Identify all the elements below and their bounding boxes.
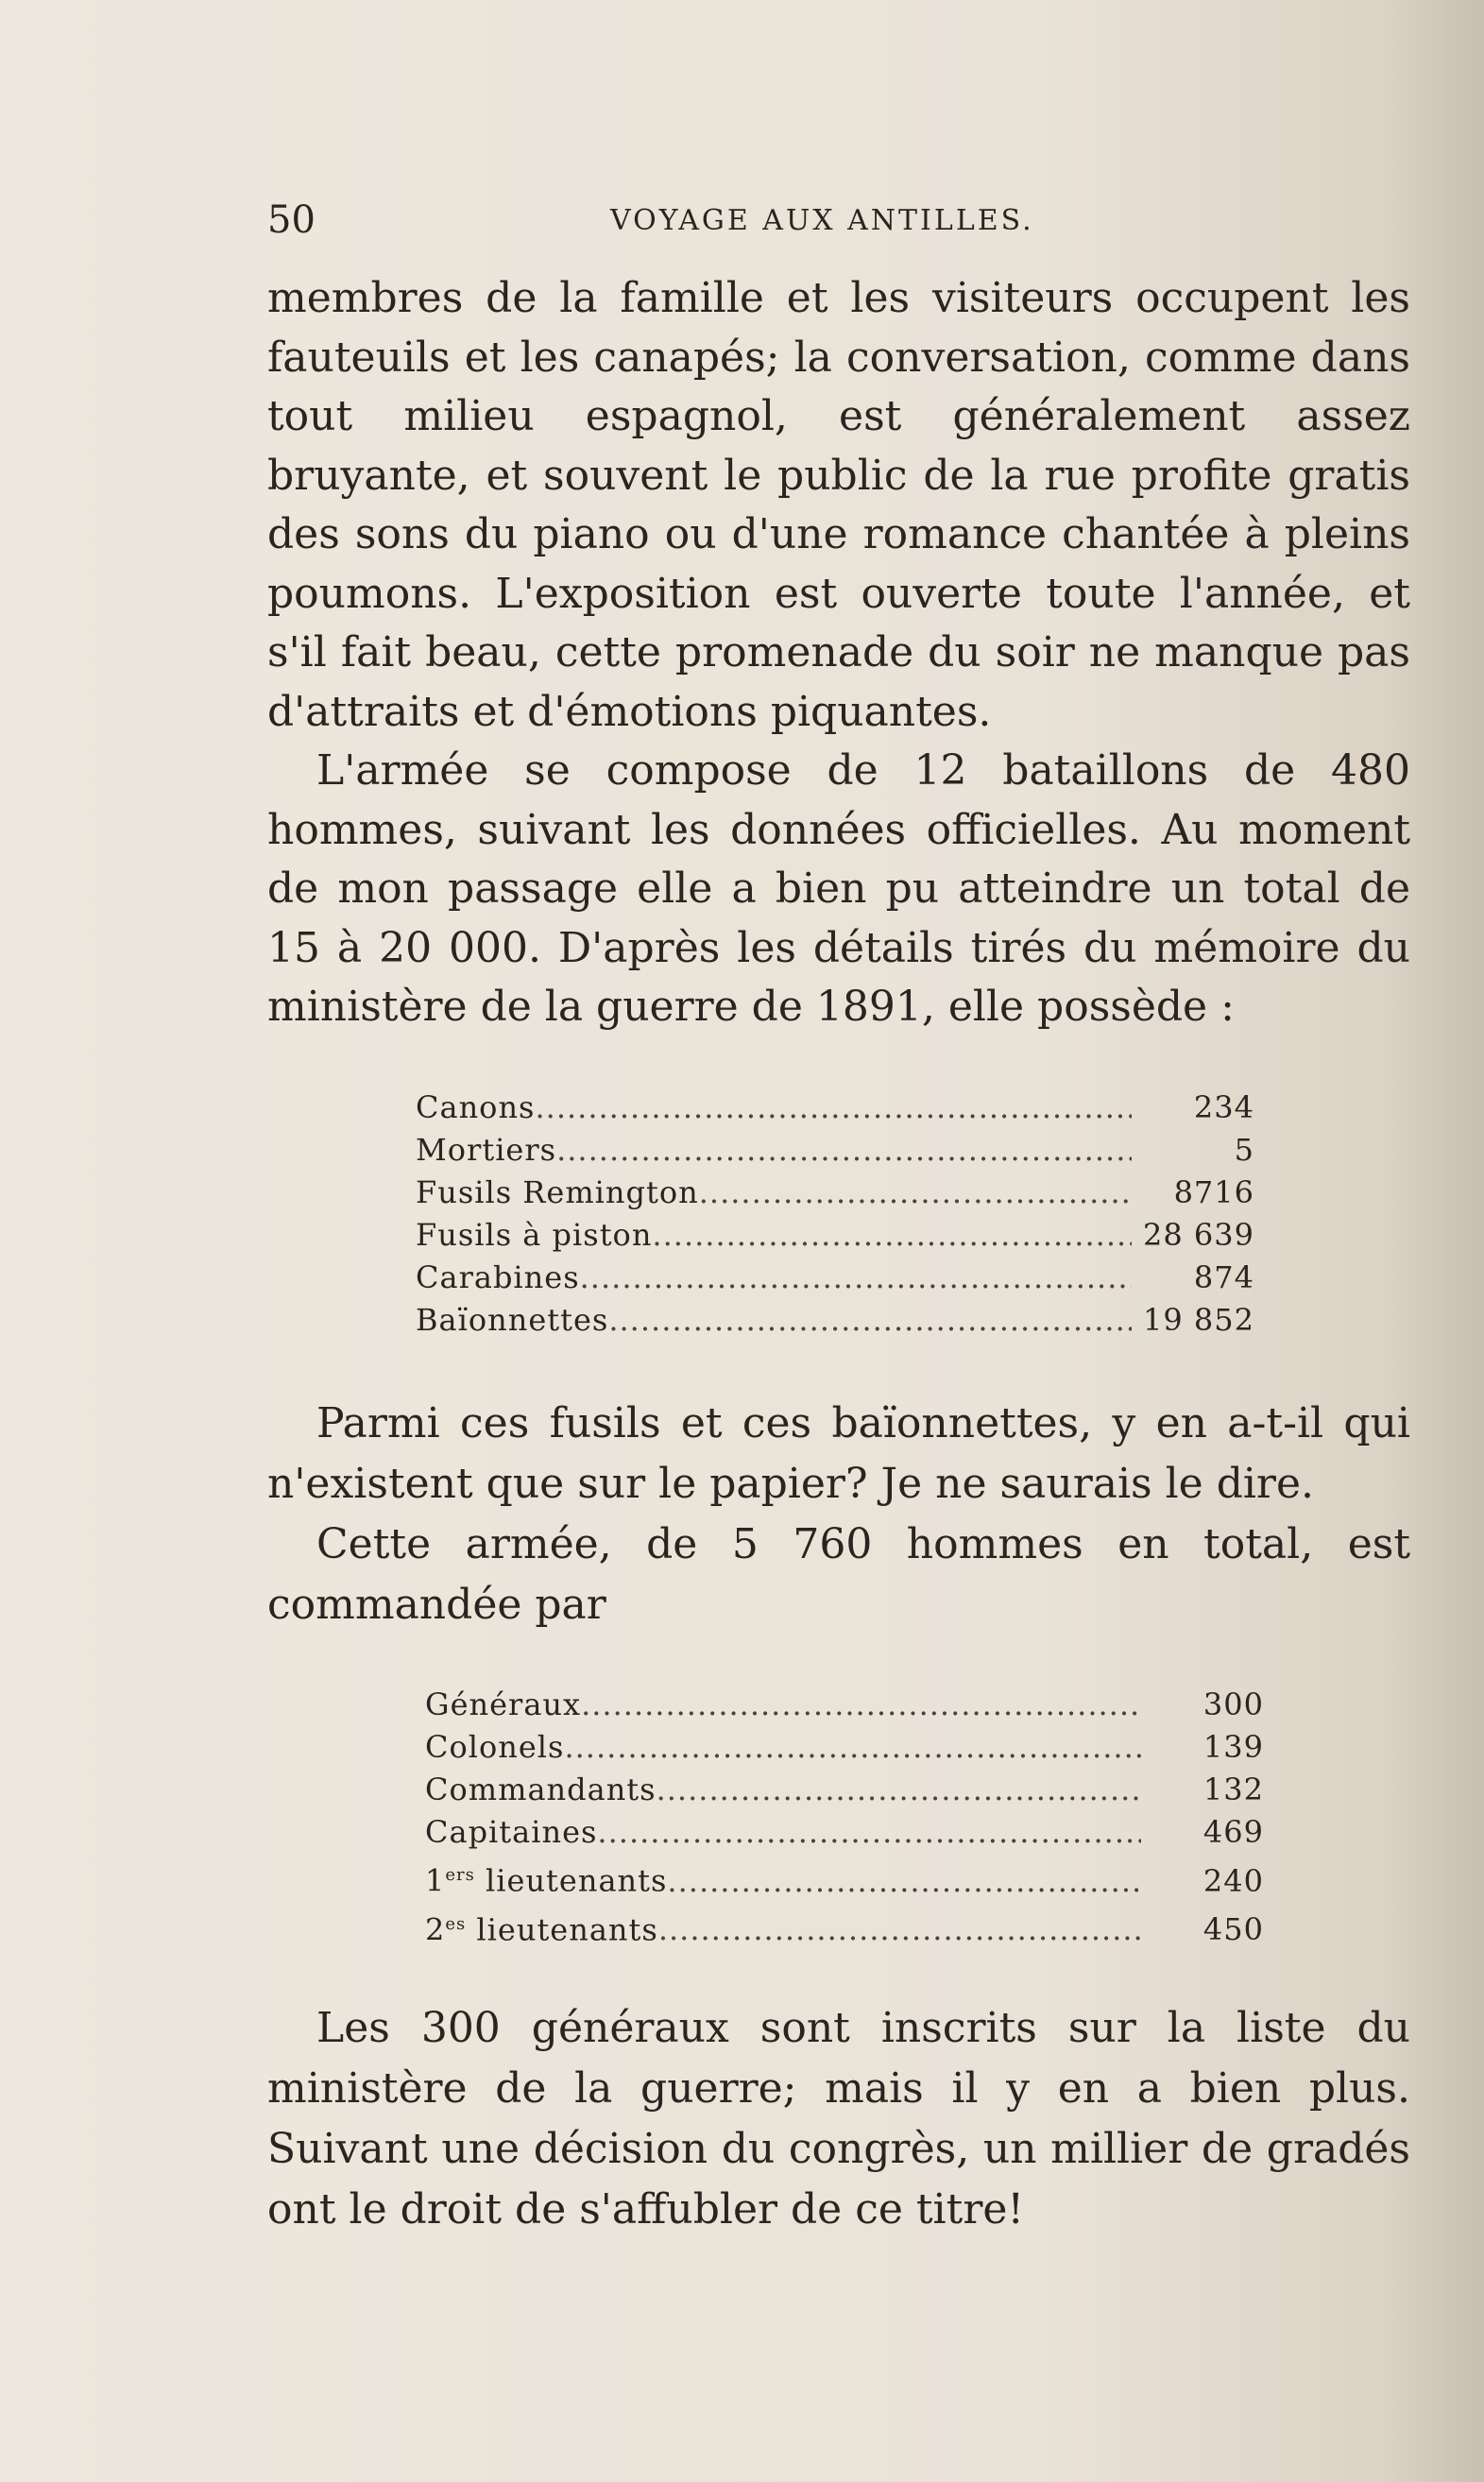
dot-leader: [658, 1909, 1141, 1951]
dot-leader: [556, 1129, 1132, 1172]
table-row-label: Canons: [416, 1089, 536, 1125]
table-row: [425, 1854, 1264, 1903]
paragraph-generaux: Les 300 généraux sont inscrits sur la liste du ministère de la guerre; mais il y en a bien plus. Suivant une décision du congrès, un millier de gradés ont le droit de s'affubler de ce titre!: [267, 2004, 1410, 2234]
paragraph-commandee: Cette armée, de 5 760 hommes en total, est commandée par: [267, 1520, 1410, 1629]
table-row-label: Carabines: [416, 1259, 580, 1295]
paragraph-fusils: Parmi ces fusils et ces baïonnettes, y en a-t-il qui n'existent que sur le papier? Je ne saurais le dire.: [267, 1399, 1410, 1508]
table-row-label: Mortiers: [416, 1132, 557, 1168]
table-row-value: 469: [1203, 1814, 1264, 1850]
table-row: [425, 1726, 1264, 1769]
paragraph-army: L'armée se compose de 12 bataillons de 480 hommes, suivant les données officielles. Au moment de mon passage elle a bien pu atteindre un total de 15 à 20 000. D'après les détails tirés du mémoire du ministère de la guerre de 1891, elle possède :: [267, 746, 1410, 1031]
paragraph-exposition: membres de la famille et les visiteurs occupent les fauteuils et les canapés; la conversation, comme dans tout milieu espagnol, est généralement assez bruyante, et souvent le public de la rue profite gratis des sons du piano ou d'une romance chantée à pleins poumons. L'exposition est ouverte toute l'année, et s'il fait beau, cette promenade du soir ne manque pas d'attraits et d'émotions piquantes.: [267, 274, 1410, 736]
ordinal-number: 2: [425, 1911, 446, 1948]
dot-leader: [667, 1860, 1141, 1903]
table-row-value: 5: [1234, 1132, 1254, 1168]
officers-table: [425, 1684, 1264, 1951]
table-row-label: Capitaines: [425, 1814, 598, 1850]
table-row-label: Fusils à piston: [416, 1217, 653, 1253]
dot-leader: [581, 1684, 1141, 1726]
table-row-value: 28 639: [1143, 1217, 1254, 1253]
table-row-label: Fusils Remington: [416, 1174, 699, 1210]
dot-leader: [564, 1726, 1141, 1769]
ordinal-suffix: ers: [445, 1865, 475, 1885]
table-row: [416, 1087, 1254, 1129]
table-row-value: 240: [1203, 1862, 1264, 1899]
table-row-label: Baïonnettes: [416, 1302, 609, 1338]
table-row: [425, 1684, 1264, 1726]
page-number: 50: [267, 198, 316, 242]
table-row: [416, 1214, 1254, 1257]
table-row-label: Commandants: [425, 1772, 657, 1807]
dot-leader: [652, 1214, 1132, 1257]
dot-leader: [597, 1811, 1141, 1854]
table-row-value: 8716: [1173, 1174, 1254, 1210]
table-row-value: 139: [1203, 1729, 1264, 1765]
table-row-value: 300: [1203, 1686, 1264, 1722]
dot-leader: [580, 1257, 1132, 1299]
table-row-label: Colonels: [425, 1729, 565, 1765]
table-row-value: 874: [1193, 1259, 1254, 1295]
paragraph-group-commentary: [267, 1394, 1410, 1635]
table-row-value: 450: [1203, 1911, 1264, 1948]
table-row-value: 132: [1203, 1772, 1264, 1807]
table-row: [416, 1299, 1254, 1342]
dot-leader: [699, 1172, 1132, 1214]
table-row: [425, 1811, 1264, 1854]
rank-name: lieutenants: [466, 1911, 658, 1948]
dot-leader: [535, 1087, 1132, 1129]
table-row-label: [425, 1854, 667, 1903]
dot-leader: [657, 1769, 1141, 1811]
table-row: [416, 1172, 1254, 1214]
rank-name: lieutenants: [474, 1862, 668, 1899]
table-row-value: 234: [1193, 1089, 1254, 1125]
table-row: [425, 1769, 1264, 1811]
table-row-label: [425, 1903, 658, 1952]
armament-table: [416, 1087, 1254, 1342]
running-head: [267, 198, 1373, 246]
table-row-label: Généraux: [425, 1686, 582, 1722]
dot-leader: [608, 1299, 1132, 1342]
table-row: [425, 1903, 1264, 1952]
running-title: VOYAGE AUX ANTILLES.: [610, 204, 1034, 237]
ordinal-suffix: es: [445, 1913, 467, 1934]
table-row: [416, 1257, 1254, 1299]
table-row-value: 19 852: [1143, 1302, 1254, 1338]
table-row: [416, 1129, 1254, 1172]
ordinal-number: 1: [425, 1862, 446, 1899]
